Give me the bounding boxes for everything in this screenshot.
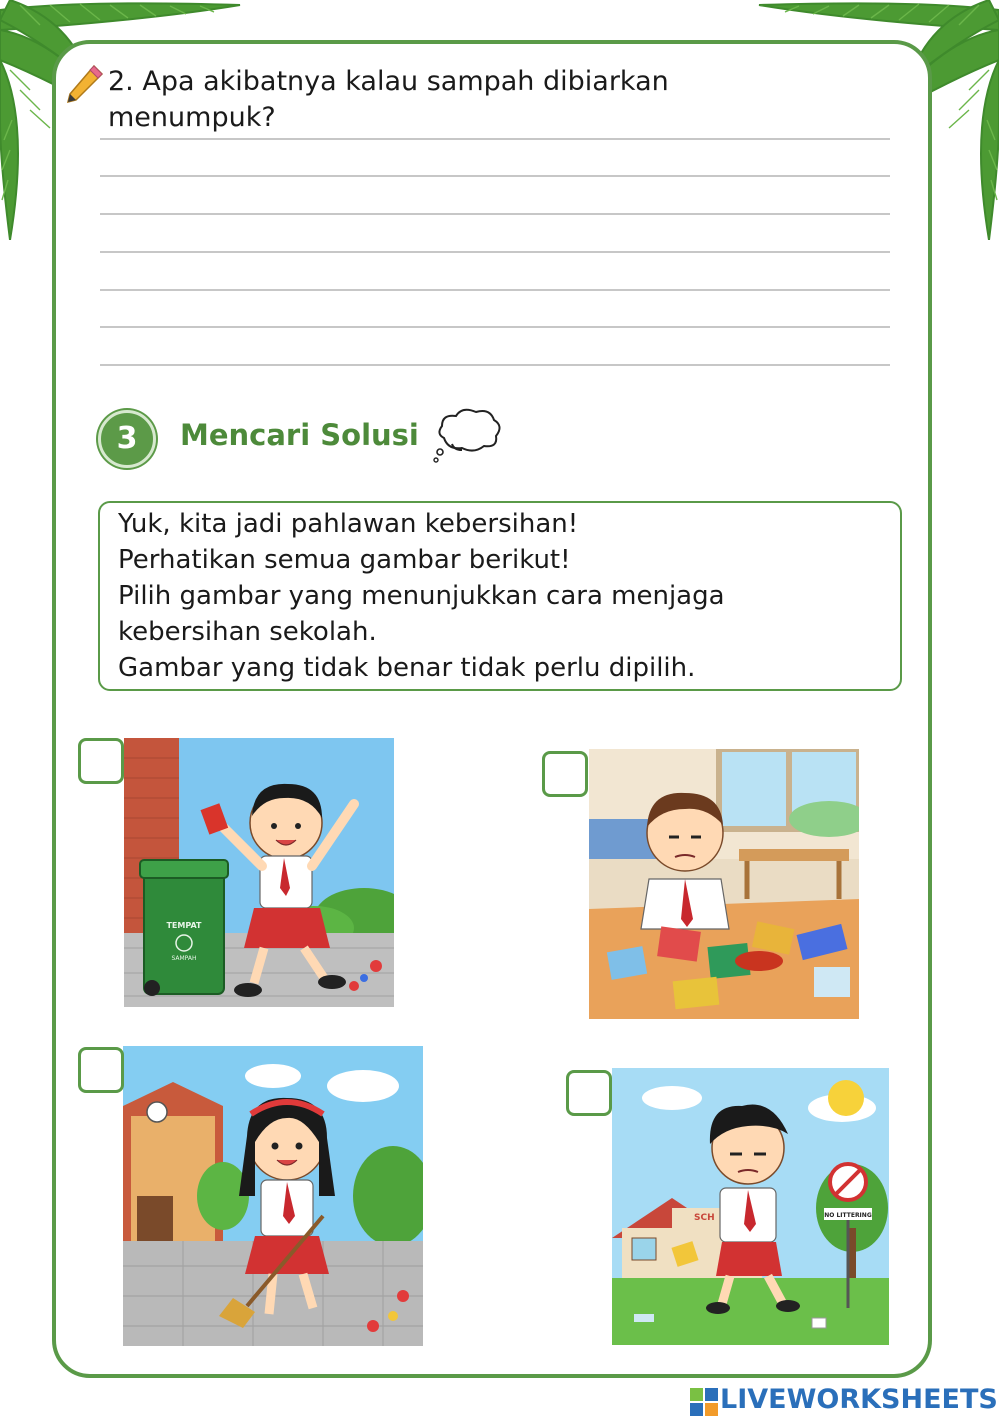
question-line-2: menumpuk? (108, 102, 276, 133)
liveworksheets-logo-icon (690, 1388, 718, 1416)
answer-line[interactable] (100, 289, 890, 291)
select-checkbox-picture-4[interactable] (566, 1070, 612, 1116)
question-line-1: 2. Apa akibatnya kalau sampah dibiarkan (108, 66, 669, 97)
school-sign-text: SCH (694, 1213, 715, 1223)
instruction-line-5: Gambar yang tidak benar tidak perlu dipilih. (118, 653, 696, 683)
picture-girl-sweeping (123, 1046, 423, 1346)
bin-label-bottom: SAMPAH (171, 955, 197, 962)
bin-label-top: TEMPAT (166, 921, 202, 930)
section-number-badge: 3 (98, 410, 156, 468)
select-checkbox-picture-2[interactable] (542, 751, 588, 797)
picture-boy-throwing-trash-in-bin (124, 738, 394, 1007)
brand-name: LIVEWORKSHEETS (720, 1384, 998, 1415)
no-littering-sign-text: NO LITTERING (824, 1212, 872, 1219)
answer-line[interactable] (100, 364, 890, 366)
instruction-line-3: Pilih gambar yang menunjukkan cara menjaga (118, 581, 725, 611)
question-2 (108, 64, 808, 136)
answer-line[interactable] (100, 138, 890, 140)
picture-boy-littering (612, 1068, 889, 1345)
section-title: Mencari Solusi (180, 418, 419, 452)
select-checkbox-picture-3[interactable] (78, 1047, 124, 1093)
instruction-line-2: Perhatikan semua gambar berikut! (118, 545, 571, 575)
answer-line[interactable] (100, 326, 890, 328)
answer-line[interactable] (100, 213, 890, 215)
instruction-box (98, 501, 902, 691)
answer-line[interactable] (100, 251, 890, 253)
select-checkbox-picture-1[interactable] (78, 738, 124, 784)
thought-cloud-icon (432, 404, 504, 466)
instruction-line-1: Yuk, kita jadi pahlawan kebersihan! (118, 509, 579, 539)
picture-boy-with-messy-table (589, 749, 859, 1019)
answer-line[interactable] (100, 175, 890, 177)
pencil-icon (64, 62, 104, 106)
instruction-line-4: kebersihan sekolah. (118, 617, 377, 647)
